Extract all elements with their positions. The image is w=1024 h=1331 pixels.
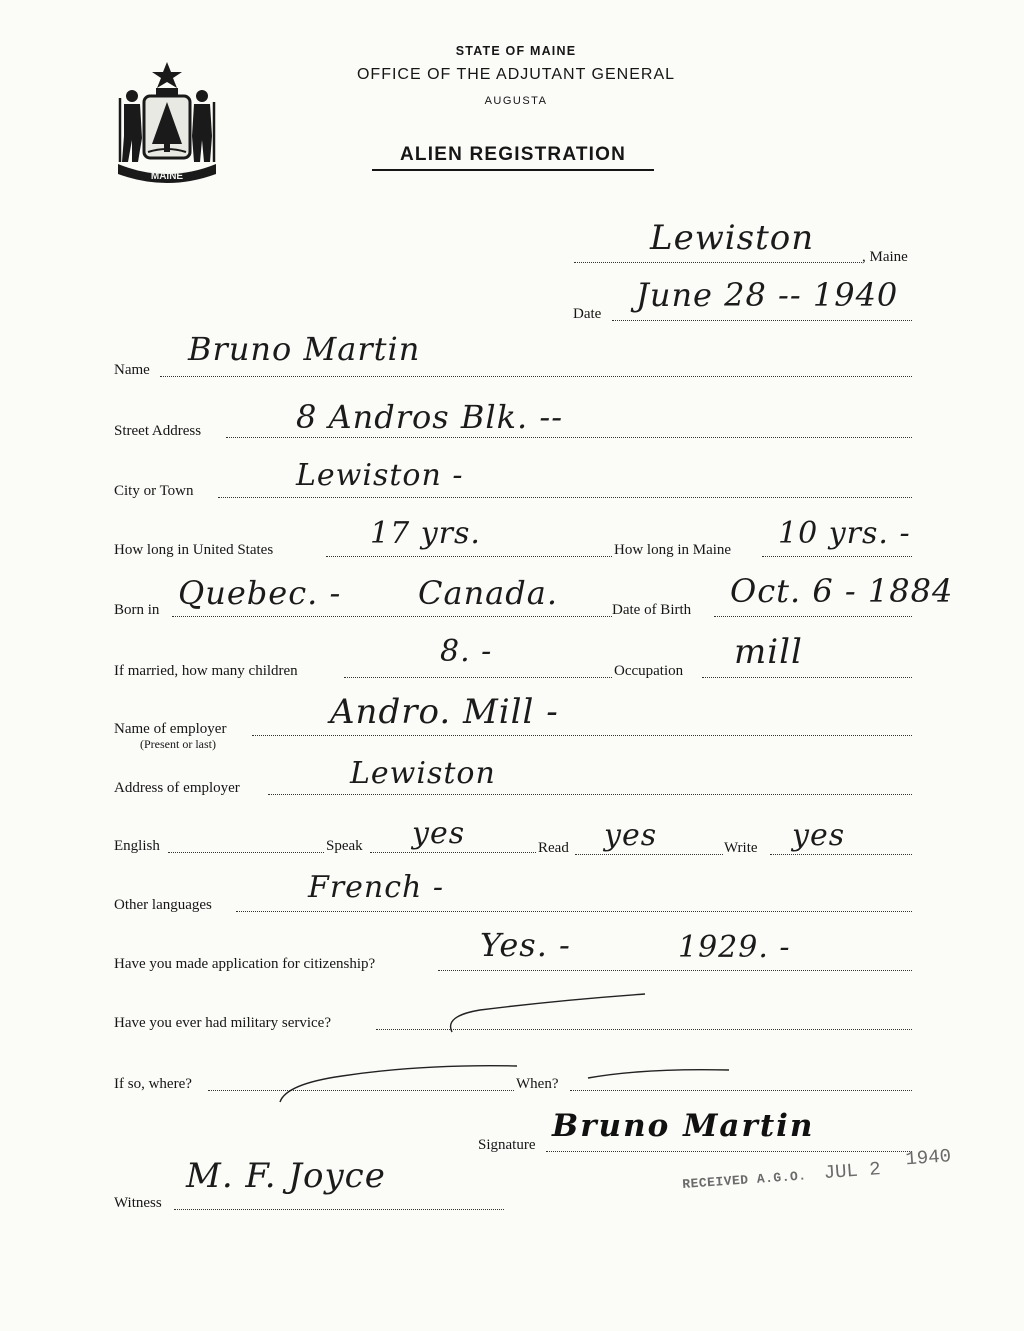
- years-us-value: 17 yrs.: [370, 516, 481, 551]
- citizenship-line: [438, 970, 912, 971]
- city-label: City or Town: [114, 483, 194, 499]
- speak-value: yes: [412, 816, 466, 851]
- born-in-line: [172, 616, 612, 617]
- city-line: [218, 497, 912, 498]
- when-stroke-icon: [584, 1064, 734, 1084]
- other-languages-label: Other languages: [114, 897, 212, 913]
- children-line: [344, 677, 612, 678]
- street-address-line: [226, 437, 912, 438]
- witness-label: Witness: [114, 1195, 162, 1211]
- office-heading: OFFICE OF THE ADJUTANT GENERAL: [356, 66, 676, 83]
- years-maine-value: 10 yrs. -: [778, 516, 911, 551]
- employer-address-value: Lewiston: [350, 756, 496, 791]
- when-line: [570, 1090, 912, 1091]
- years-maine-label: How long in Maine: [614, 542, 732, 558]
- maine-label: , Maine: [862, 249, 908, 265]
- read-label: Read: [538, 840, 569, 856]
- children-value: 8. -: [440, 634, 493, 669]
- witness-line: [174, 1209, 504, 1210]
- english-line: [168, 852, 324, 853]
- write-value: yes: [792, 818, 846, 853]
- signature-line: [546, 1151, 912, 1152]
- date-of-birth-value: Oct. 6 - 1884: [730, 572, 954, 610]
- military-stroke-icon: [440, 992, 650, 1038]
- years-us-label: How long in United States: [114, 542, 274, 558]
- read-value: yes: [604, 818, 658, 853]
- born-in-label: Born in: [114, 602, 160, 618]
- place-line: [574, 262, 862, 263]
- read-line: [575, 854, 723, 855]
- form-title: ALIEN REGISTRATION: [372, 144, 654, 171]
- other-languages-line: [236, 911, 912, 912]
- employer-name-line: [252, 735, 912, 736]
- years-maine-line: [762, 556, 912, 557]
- occupation-value: mill: [734, 632, 803, 672]
- received-stamp: RECEIVED A.G.O. JUL 2 1940: [681, 1145, 952, 1193]
- years-us-line: [326, 556, 612, 557]
- street-address-value: 8 Andros Blk. --: [296, 398, 563, 436]
- where-label: If so, where?: [114, 1076, 192, 1092]
- born-city-value: Quebec. -: [178, 574, 342, 612]
- city-heading: AUGUSTA: [484, 95, 548, 107]
- city-value: Lewiston -: [296, 458, 464, 493]
- citizenship-answer: Yes. -: [480, 926, 571, 964]
- witness-value: M. F. Joyce: [186, 1156, 386, 1196]
- employer-note: (Present or last): [140, 737, 216, 751]
- street-address-label: Street Address: [114, 423, 202, 439]
- place-value: Lewiston: [650, 218, 815, 258]
- speak-label: Speak: [326, 838, 363, 854]
- english-label: English: [114, 838, 160, 854]
- military-label: Have you ever had military service?: [114, 1015, 331, 1031]
- date-value: June 28 -- 1940: [636, 276, 899, 314]
- signature-value: Bruno Martin: [552, 1108, 815, 1144]
- state-heading: STATE OF MAINE: [455, 44, 577, 58]
- employer-address-label: Address of employer: [114, 780, 240, 796]
- employer-name-value: Andro. Mill -: [330, 692, 559, 732]
- occupation-label: Occupation: [614, 663, 684, 679]
- employer-name-label: Name of employer: [114, 721, 227, 737]
- date-of-birth-label: Date of Birth: [612, 602, 692, 618]
- born-country-value: Canada.: [418, 574, 558, 612]
- signature-label: Signature: [478, 1137, 536, 1153]
- children-label: If married, how many children: [114, 663, 298, 679]
- citizenship-year: 1929. -: [678, 930, 791, 965]
- when-label: When?: [516, 1076, 559, 1092]
- speak-line: [370, 852, 536, 853]
- citizenship-label: Have you made application for citizenship?: [114, 956, 376, 972]
- employer-address-line: [268, 794, 912, 795]
- write-label: Write: [724, 840, 758, 856]
- occupation-line: [702, 677, 912, 678]
- write-line: [770, 854, 912, 855]
- where-stroke-icon: [272, 1058, 522, 1108]
- date-line: [612, 320, 912, 321]
- date-label: Date: [573, 306, 602, 322]
- date-of-birth-line: [714, 616, 912, 617]
- name-value: Bruno Martin: [188, 330, 421, 368]
- svg-text:MAINE: MAINE: [150, 171, 184, 182]
- name-line: [160, 376, 912, 377]
- other-languages-value: French -: [308, 870, 445, 905]
- name-label: Name: [114, 362, 150, 378]
